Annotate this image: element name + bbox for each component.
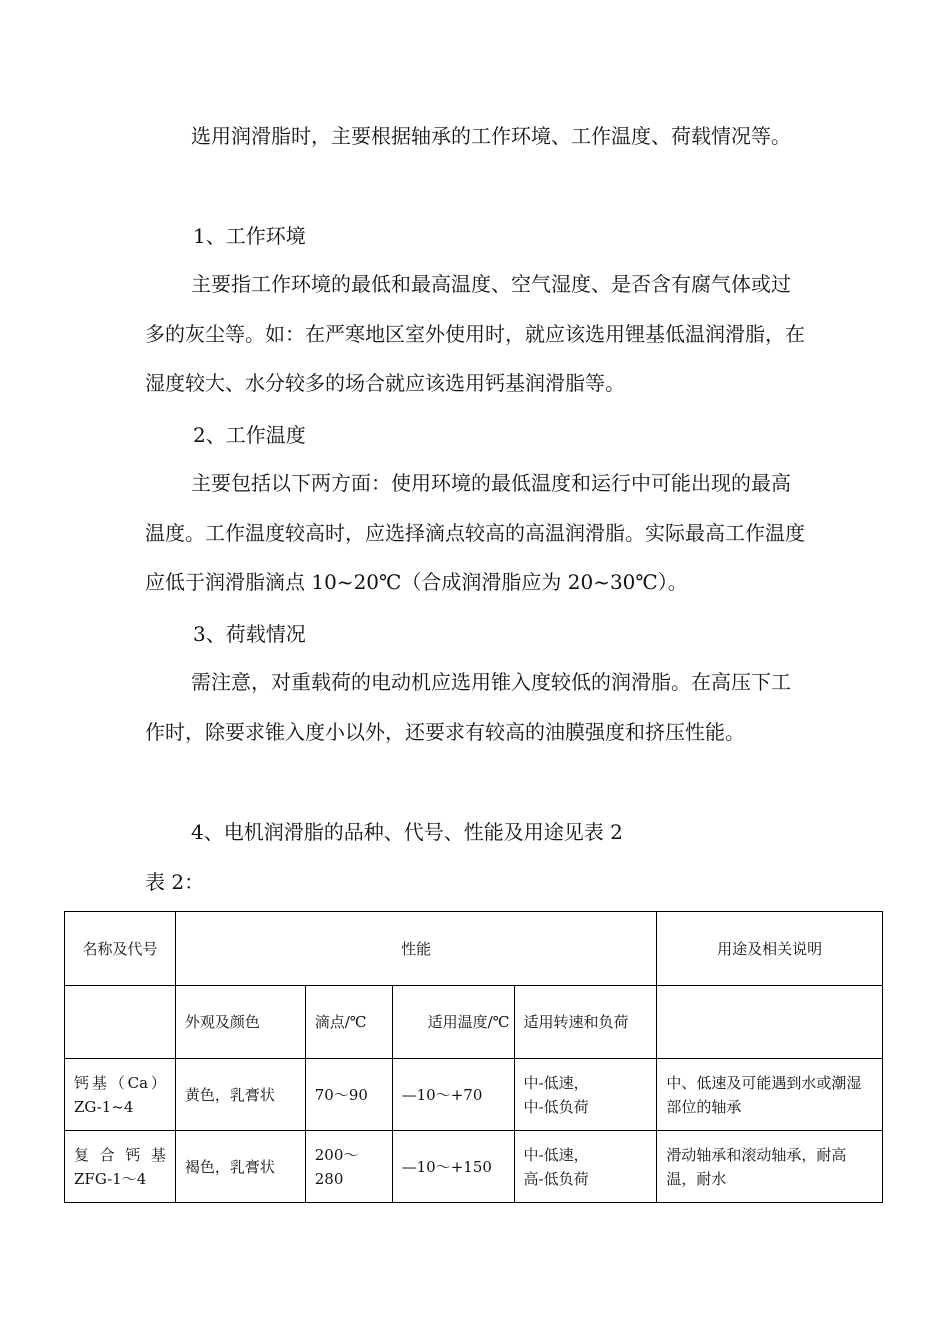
row-speed-line1: 中-低速，	[523, 1073, 589, 1092]
table-caption: 表 2：	[145, 870, 205, 894]
row-name-line2: ZFG-1～4	[74, 1169, 147, 1188]
grease-spec-table	[64, 911, 883, 1203]
section-body-load: 需注意，对重载荷的电动机应选用锥入度较低的润滑脂。在高压下工作时，除要求锥入度小以外，还要求有较高的油膜强度和挤压性能。	[145, 670, 791, 744]
section-body-temperature: 主要包括以下两方面：使用环境的最低温度和运行中可能出现的最高温度。工作温度较高时，应选择滴点较高的高温润滑脂。实际最高工作温度应低于润滑脂滴点 10~20℃（合成润滑脂应为 20~30℃）。	[145, 471, 805, 594]
subheader-empty-cell	[65, 986, 176, 1059]
table-subheader-row	[65, 986, 883, 1059]
item-4-line: 4、电机润滑脂的品种、代号、性能及用途见表 2	[191, 820, 623, 844]
section-heading-load: 3、荷载情况	[193, 622, 306, 646]
subheader-speed-load-cell: 适用转速和负荷	[514, 986, 657, 1059]
section-heading-environment: 1、工作环境	[193, 224, 306, 248]
row-drop-point-cell: 200～280	[305, 1131, 392, 1203]
table-row	[65, 1131, 883, 1203]
header-name-cell: 名称及代号	[65, 912, 176, 986]
table-row	[65, 1059, 883, 1131]
row-usage-cell: 中、低速及可能遇到水或潮湿部位的轴承	[657, 1059, 883, 1131]
row-speed-line2: 高-低负荷	[523, 1169, 589, 1188]
subheader-temperature-cell: 适用温度/℃	[392, 986, 514, 1059]
row-appearance-cell: 褐色，乳膏状	[175, 1131, 305, 1203]
row-speed-load-cell	[514, 1131, 657, 1203]
table-header-row	[65, 912, 883, 986]
row-name-cell	[65, 1059, 176, 1131]
row-name-cell	[65, 1131, 176, 1203]
row-speed-load-cell	[514, 1059, 657, 1131]
row-name-line1: 钙基（Ca）	[74, 1073, 166, 1092]
row-appearance-cell: 黄色，乳膏状	[175, 1059, 305, 1131]
row-temperature-cell: —10～+70	[392, 1059, 514, 1131]
row-speed-line2: 中-低负荷	[523, 1097, 589, 1116]
intro-paragraph: 选用润滑脂时，主要根据轴承的工作环境、工作温度、荷载情况等。	[191, 124, 791, 148]
section-body-environment: 主要指工作环境的最低和最高温度、空气湿度、是否含有腐气体或过多的灰尘等。如：在严寒地区室外使用时，就应该选用锂基低温润滑脂，在湿度较大、水分较多的场合就应该选用钙基润滑脂等。	[145, 272, 805, 395]
subheader-appearance-cell: 外观及颜色	[175, 986, 305, 1059]
subheader-drop-point-cell: 滴点/℃	[305, 986, 392, 1059]
row-temperature-cell: —10～+150	[392, 1131, 514, 1203]
header-usage-cell: 用途及相关说明	[657, 912, 883, 986]
section-heading-temperature: 2、工作温度	[193, 423, 306, 447]
row-name-line1: 复合钙基	[74, 1145, 166, 1164]
row-usage-cell: 滑动轴承和滚动轴承，耐高温，耐水	[657, 1131, 883, 1203]
row-name-line2: ZG-1~4	[74, 1097, 134, 1116]
row-drop-point-cell: 70～90	[305, 1059, 392, 1131]
header-performance-cell: 性能	[175, 912, 656, 986]
row-speed-line1: 中-低速，	[523, 1145, 589, 1164]
subheader-usage-empty-cell	[657, 986, 883, 1059]
